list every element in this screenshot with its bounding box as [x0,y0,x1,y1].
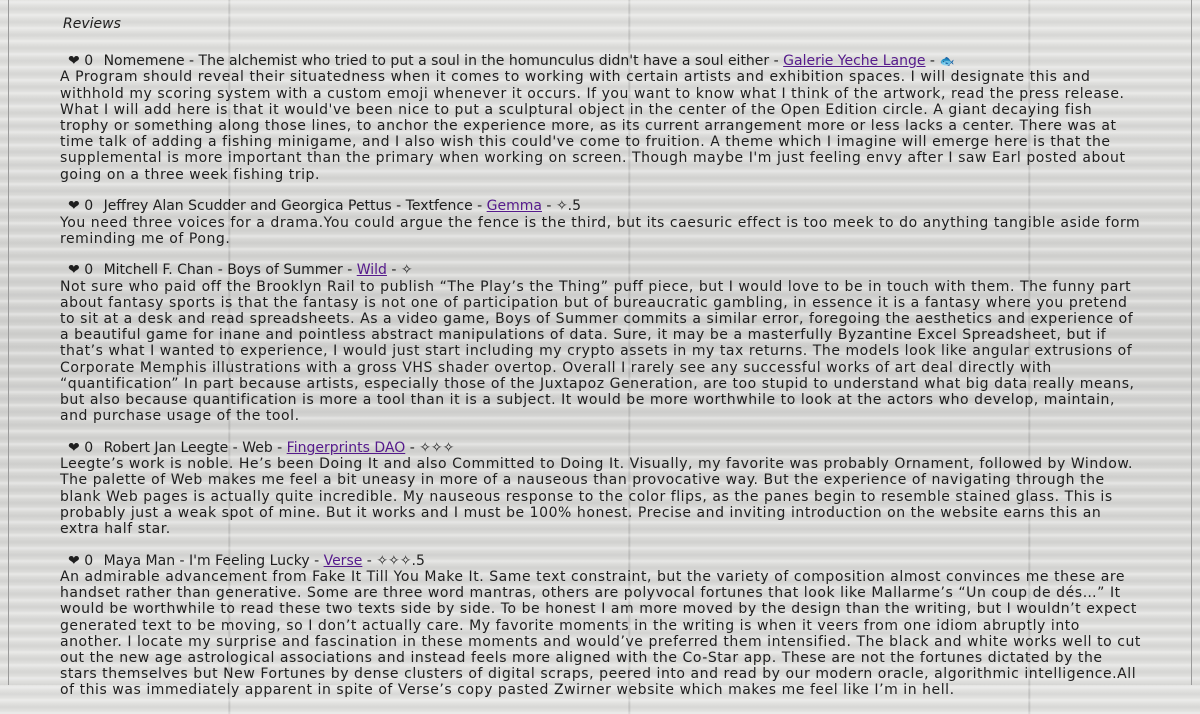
separator: - [272,439,287,456]
fish-icon: 🐟 [939,54,955,69]
separator: - [213,262,228,279]
review-rating: ✧✧✧ [419,439,455,456]
review-work: Textfence [405,198,473,215]
review-artist: Mitchell F. Chan [103,262,214,279]
separator: - [386,262,401,279]
like-count: 0 [84,439,94,456]
section-title: Reviews [63,16,121,32]
review-item [60,262,1143,425]
review-rating: ✧✧✧.5 [376,552,425,569]
separator: - [472,198,487,215]
separator: - [391,198,406,215]
like-count: 0 [84,53,94,70]
review-item [60,552,1143,699]
review-header [63,53,1143,69]
review-rating: ✧ [400,262,413,279]
heart-icon[interactable]: ❤ [68,53,80,70]
review-body: A Program should reveal their situatedness when it comes to working with certain artists and exhibition spaces. I will designate this and withhold my scoring system with a custom emoji whenever it occurs. If you want to know what I think of the artwork, read the press release. What I will add here is that it would've been nice to put a sculptural object in the center of the Open Edition circle. A giant decaying fish trophy or something along those lines, to anchor the experience more, as its current arrangement more or less lacks a center. There was at time talk of adding a fishing minigame, and I also wish this could've come to fruition. A theme which I imagine will emerge here is that the supplemental is more important than the primary when working on screen. Though maybe I'm just feeling envy after I saw Earl posted about going on a three week fishing trip. [60,69,1126,183]
review-work: Web [242,439,273,456]
review-body: An admirable advancement from Fake It Till You Make It. Same text constraint, but the variety of composition almost convinces me these are handset rather than generative. Some are three word mantras, others are polyvocal fortunes that look like Mallarme’s “Un coup de dés…” It would be worthwhile to read these two texts side by side. To be honest I am more moved by the design than the writing, but I wouldn’t expect generated text to be moving, so I don’t actually care. My favorite moments in the writing is when it veers from one idiom abruptly into another. I locate my surprise and fascination in these moments and would’ve preferred them intensified. The black and white works well to cut out the new age astrological associations and instead feels more aligned with the Co-Star app. These are not the fortunes dictated by the stars themselves but New Fortunes by dense clusters of digital scraps, peered into and read by our modern oracle, algorithmic intelligence.All of this was immediately apparent in spite of Verse’s copy pasted Zwirner website which makes me feel like I’m in hell. [60,568,1141,699]
separator: - [228,439,243,456]
review-body: Not sure who paid off the Brooklyn Rail to publish “The Play’s the Thing” puff piece, but I would love to be in touch with them. The funny part about fantasy sports is that the fantasy is not one of participation but of bureaucratic gambling, in essence it is a fantasy where you pretend to sit at a desk and read spreadsheets. As a video game, Boys of Summer commits a similar error, foregoing the aesthetics and experience of a beautiful game for inane and pointless abstract manipulations of data. Sure, it may be a masterfully Byzantine Excel Spreadsheet, but if that’s what I wanted to experience, I would just start including my crypto assets in my tax returns. The models look like angular extrusions of Corporate Memphis illustrations with a gross VHS shader overtop. Overall I rarely see any successful works of art deal directly with “quantification” In part because artists, especially those of the Juxtapoz Generation, are too stupid to understand what big data really means, but also because quantification is more a tool than it is a subject. It would be more worthwhile to look at the actors who develop, maintain, and purchase usage of the tool. [60,278,1135,425]
review-header [63,440,1143,456]
review-artist: Jeffrey Alan Scudder and Georgica Pettus [103,198,392,215]
review-artist: Robert Jan Leegte [103,439,229,456]
review-header [63,553,1143,569]
review-artist: Maya Man [103,552,176,569]
like-count: 0 [84,552,94,569]
like-count: 0 [84,198,94,215]
review-item [60,53,1143,183]
heart-icon[interactable]: ❤ [68,439,80,456]
separator: - [925,53,940,70]
review-body: Leegte’s work is noble. He’s been Doing It and also Committed to Doing It. Visually, my favorite was probably Ornament, followed by Window. The palette of Web makes me feel a bit uneasy in more of a nauseous than provocative way. But the experience of navigating through the blank Web pages is actually quite incredible. My nauseous response to the color flips, as the panes begin to resemble stained glass. This is probably just a weak spot of mine. But it works and I must be 100% honest. Precise and inviting introduction on the website earns this an extra half star. [60,456,1134,537]
venue-link[interactable]: Verse [323,552,363,569]
reviews-section [60,12,1143,714]
venue-link[interactable]: Galerie Yeche Lange [783,53,926,70]
like-count: 0 [84,262,94,279]
separator: - [769,53,784,70]
review-artist: Nomemene [103,53,185,70]
review-item [60,198,1143,247]
review-item [60,439,1143,537]
heart-icon[interactable]: ❤ [68,262,80,279]
review-work: I'm Feeling Lucky [189,552,310,569]
heart-icon[interactable]: ❤ [68,552,80,569]
review-rating: ✧.5 [555,198,582,215]
separator: - [405,439,420,456]
separator: - [309,552,324,569]
venue-link[interactable]: Wild [356,262,387,279]
separator: - [184,53,199,70]
review-work: Boys of Summer [227,262,343,279]
review-work: The alchemist who tried to put a soul in the homunculus didn't have a soul either [198,53,770,70]
separator: - [342,262,357,279]
separator: - [541,198,556,215]
separator: - [362,552,377,569]
review-header [63,262,1143,278]
venue-link[interactable]: Gemma [486,198,542,215]
venue-link[interactable]: Fingerprints DAO [286,439,406,456]
heart-icon[interactable]: ❤ [68,198,80,215]
separator: - [175,552,190,569]
review-body: You need three voices for a drama.You could argue the fence is the third, but its caesuric effect is too meek to do anything tangible aside form reminding me of Pong. [60,214,1141,247]
review-header [63,198,1143,214]
